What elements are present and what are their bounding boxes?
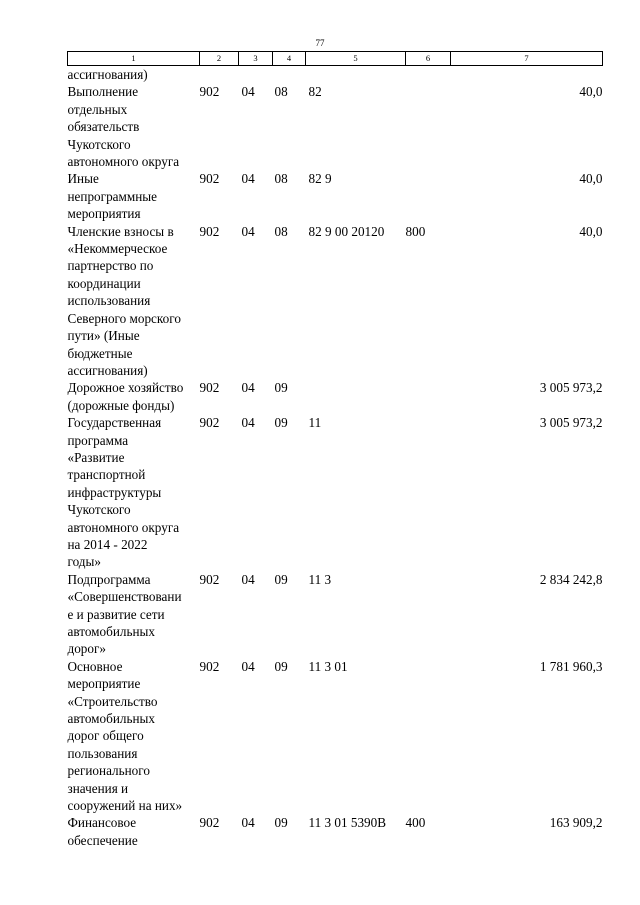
table-row <box>68 658 603 815</box>
item-name-line: Северного морского <box>67 310 181 326</box>
admin-code-cell: 902 <box>199 571 220 587</box>
target-article-cell <box>306 66 406 84</box>
header-col-3: 3 <box>239 52 273 66</box>
item-name-line: ассигнования) <box>67 67 148 82</box>
expense-type-cell <box>406 83 451 170</box>
admin-code-cell: 902 <box>199 223 220 239</box>
subsection-code-cell: 09 <box>274 380 288 396</box>
item-name-line: (дорожные фонды) <box>67 397 175 413</box>
table-row <box>68 379 603 414</box>
item-name-cell <box>68 658 200 815</box>
item-name-line: Финансовое <box>67 815 137 831</box>
item-name-line: мероприятия <box>67 206 141 222</box>
table-row <box>68 66 603 84</box>
item-name-line: Выполнение <box>67 84 139 100</box>
table-body <box>68 66 603 850</box>
item-name-line: дорог общего <box>67 728 144 744</box>
item-name-line: партнерство по <box>67 258 154 274</box>
admin-code-cell: 902 <box>199 84 220 100</box>
item-name-line: программа <box>67 432 129 448</box>
item-name-line: координации <box>67 275 141 291</box>
item-name-line: Основное <box>67 658 123 674</box>
item-name-line: автомобильных <box>67 624 155 639</box>
table-header <box>68 52 603 66</box>
item-name-line: отдельных <box>67 101 128 117</box>
item-name-line: Подпрограмма <box>67 571 151 587</box>
table-row <box>68 170 603 222</box>
admin-code-cell <box>200 66 239 84</box>
item-name-line: «Совершенствовани <box>67 589 182 605</box>
item-name-line: бюджетные <box>67 345 133 361</box>
item-name-line: Государственная <box>67 415 162 431</box>
table-row <box>68 414 603 571</box>
admin-code-cell: 902 <box>199 815 220 831</box>
expense-type-cell <box>406 379 451 414</box>
target-article-cell: 11 3 01 5390В <box>308 815 387 831</box>
item-name-line: обязательств <box>67 119 140 135</box>
section-code-cell: 04 <box>241 815 255 831</box>
budget-table <box>67 51 603 849</box>
subsection-code-cell <box>273 66 306 84</box>
table-row <box>68 223 603 380</box>
amount-cell: 2 834 242,8 <box>539 571 603 587</box>
item-name-line: е и развитие сети <box>67 606 165 622</box>
admin-code-cell: 902 <box>199 415 220 431</box>
item-name-cell <box>68 571 200 658</box>
header-col-5: 5 <box>306 52 406 66</box>
item-name-line: пользования <box>67 745 138 761</box>
table-row <box>68 571 603 658</box>
subsection-code-cell: 09 <box>274 415 288 431</box>
subsection-code-cell: 08 <box>274 223 288 239</box>
item-name-line: инфраструктуры <box>67 484 162 500</box>
target-article-cell <box>306 379 406 414</box>
item-name-line: мероприятие <box>67 676 141 692</box>
item-name-line: на 2014 - 2022 <box>67 536 148 552</box>
expense-type-cell <box>406 170 451 222</box>
item-name-cell <box>68 170 200 222</box>
target-article-cell: 82 <box>308 84 322 100</box>
section-code-cell: 04 <box>241 380 255 396</box>
item-name-line: обеспечение <box>67 832 138 848</box>
amount-cell: 1 781 960,3 <box>539 658 603 674</box>
item-name-line: автономного округа <box>67 154 180 170</box>
target-article-cell: 11 3 <box>308 571 332 587</box>
section-code-cell: 04 <box>241 415 255 431</box>
admin-code-cell: 902 <box>199 380 220 396</box>
section-code-cell <box>239 66 273 84</box>
item-name-line: Членские взносы в <box>67 223 174 239</box>
item-name-cell <box>68 223 200 380</box>
item-name-line: регионального <box>67 763 150 779</box>
amount-cell: 163 909,2 <box>549 815 603 831</box>
page-number: 77 <box>315 38 325 48</box>
table-row <box>68 83 603 170</box>
header-row <box>68 52 603 66</box>
admin-code-cell: 902 <box>199 658 220 674</box>
target-article-cell: 82 9 <box>308 171 332 187</box>
target-article-cell: 11 <box>308 415 322 431</box>
item-name-line: Иные <box>67 171 99 187</box>
amount-cell: 40,0 <box>579 84 603 100</box>
header-col-7: 7 <box>451 52 603 66</box>
amount-cell: 40,0 <box>579 223 603 239</box>
amount-cell: 40,0 <box>579 171 603 187</box>
admin-code-cell: 902 <box>199 171 220 187</box>
amount-cell: 3 005 973,2 <box>539 380 603 396</box>
item-name-line: Чукотского <box>67 136 131 152</box>
item-name-line: значения и <box>67 780 129 796</box>
header-col-1: 1 <box>68 52 200 66</box>
amount-cell <box>451 66 603 84</box>
section-code-cell: 04 <box>241 571 255 587</box>
item-name-cell <box>68 814 200 849</box>
table-row <box>68 814 603 849</box>
section-code-cell: 04 <box>241 658 255 674</box>
item-name-line: ассигнования) <box>67 362 148 378</box>
item-name-line: пути» (Иные <box>67 328 140 344</box>
header-col-4: 4 <box>273 52 306 66</box>
expense-type-cell <box>406 658 451 815</box>
amount-cell: 3 005 973,2 <box>539 415 603 431</box>
subsection-code-cell: 09 <box>274 658 288 674</box>
item-name-line: транспортной <box>67 467 146 483</box>
subsection-code-cell: 08 <box>274 84 288 100</box>
expense-type-cell <box>406 571 451 658</box>
item-name-line: использования <box>67 293 151 309</box>
item-name-line: непрограммные <box>67 188 157 204</box>
section-code-cell: 04 <box>241 223 255 239</box>
target-article-cell: 82 9 00 20120 <box>308 223 385 239</box>
expense-type-cell: 800 <box>405 223 426 239</box>
item-name-cell <box>68 66 200 84</box>
expense-type-cell <box>406 66 451 84</box>
item-name-cell <box>68 414 200 571</box>
item-name-line: дорог» <box>67 641 106 657</box>
item-name-line: автомобильных <box>67 711 155 727</box>
item-name-line: «Строительство <box>67 693 158 709</box>
item-name-line: сооружений на них» <box>67 798 183 814</box>
item-name-line: «Развитие <box>67 449 125 465</box>
expense-type-cell <box>406 414 451 571</box>
header-col-2: 2 <box>200 52 239 66</box>
item-name-cell <box>68 379 200 414</box>
item-name-line: автономного округа <box>67 519 180 535</box>
header-col-6: 6 <box>406 52 451 66</box>
item-name-cell <box>68 83 200 170</box>
subsection-code-cell: 09 <box>274 571 288 587</box>
item-name-line: Дорожное хозяйство <box>67 380 184 396</box>
section-code-cell: 04 <box>241 84 255 100</box>
item-name-line: Чукотского <box>67 502 131 518</box>
section-code-cell: 04 <box>241 171 255 187</box>
item-name-line: годы» <box>67 554 101 570</box>
item-name-line: «Некоммерческое <box>67 241 168 257</box>
target-article-cell: 11 3 01 <box>308 658 348 674</box>
expense-type-cell: 400 <box>405 815 426 831</box>
subsection-code-cell: 09 <box>274 815 288 831</box>
subsection-code-cell: 08 <box>274 171 288 187</box>
